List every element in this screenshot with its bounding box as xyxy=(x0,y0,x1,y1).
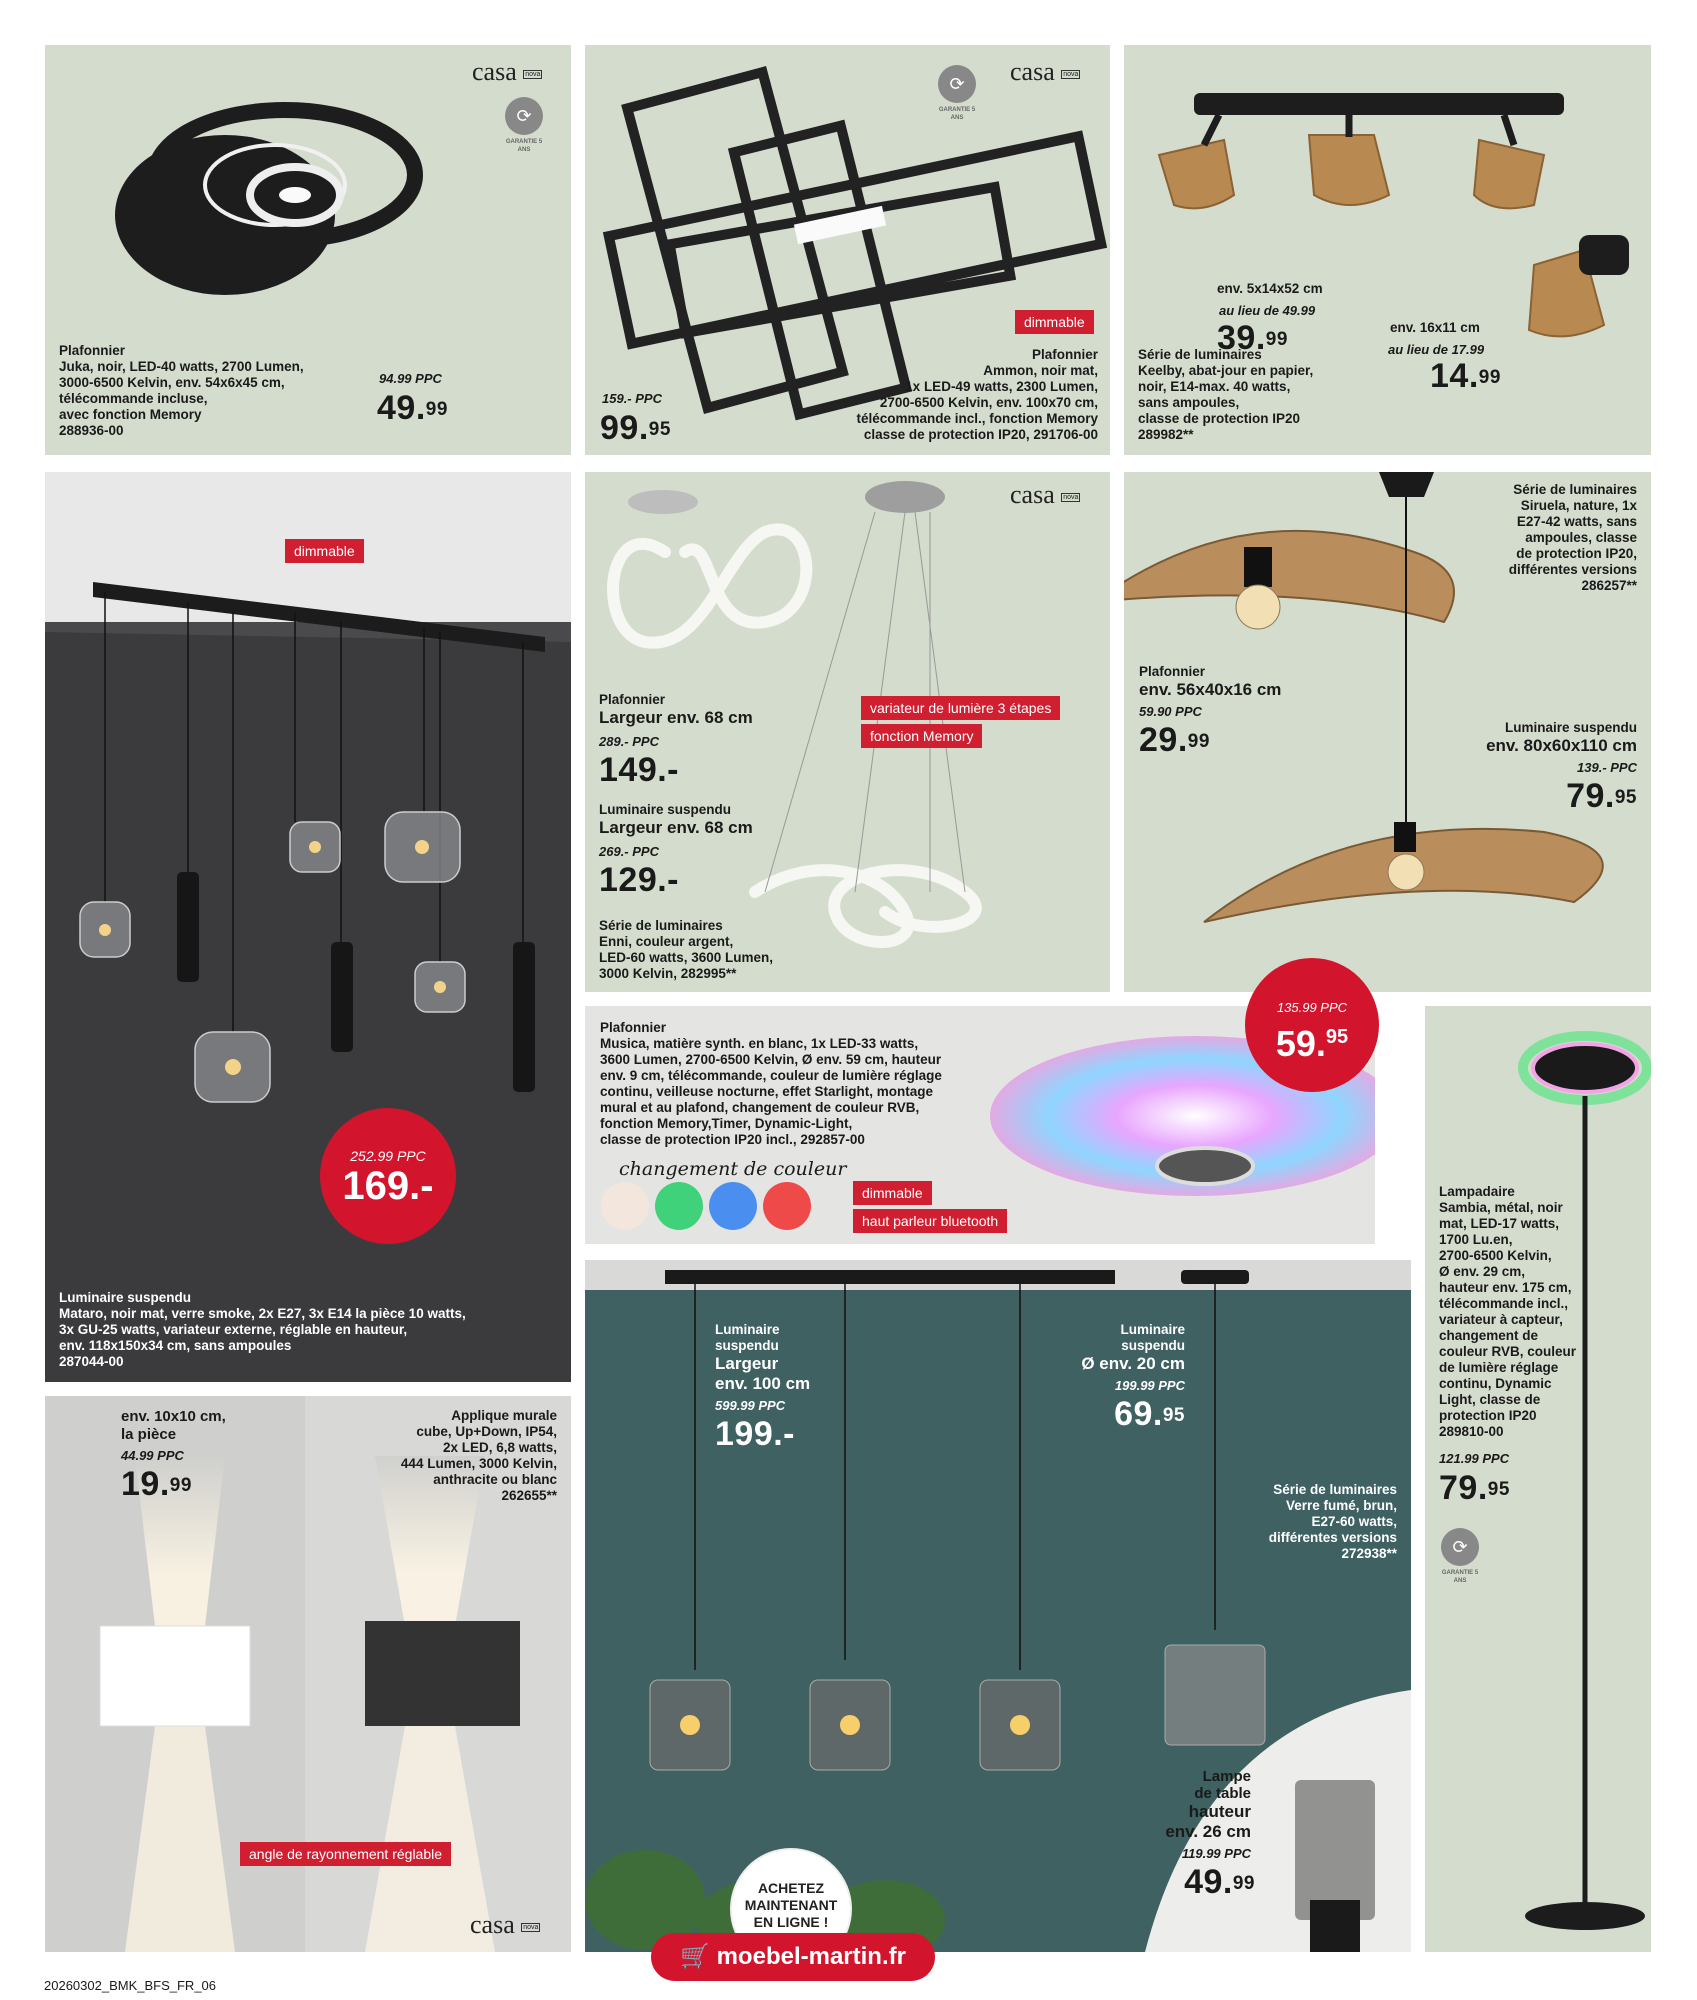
dimension-a: env. 56x40x16 cm xyxy=(1139,680,1282,699)
product-description: Série de luminaires Enni, couleur argent, LED-60 watts, 3600 Lumen, 3000 Kelvin, 282995** xyxy=(599,918,774,981)
dimension-a: Largeur env. 100 cm xyxy=(715,1354,811,1393)
feature-tag-dimmer: variateur de lumière 3 étapes xyxy=(861,696,1060,720)
old-price-a: 44.99 PPC xyxy=(121,1448,184,1463)
price: 99.95 xyxy=(600,409,671,447)
dimension-c: hauteur env. 26 cm xyxy=(1165,1802,1251,1841)
guarantee-badge: ⟳ GARANTIE 5 ANS xyxy=(938,65,976,122)
old-price-c: 119.99 PPC xyxy=(1181,1846,1251,1861)
price: 49.99 xyxy=(377,389,448,427)
price-b: 14.99 xyxy=(1430,357,1501,395)
feature-tag-dimmable: dimmable xyxy=(853,1181,932,1205)
dimension-b: Ø env. 20 cm xyxy=(1081,1354,1185,1373)
label-lampe: Lampe de table xyxy=(1194,1768,1251,1802)
label-suspendu-b: Luminaire suspendu xyxy=(1120,1322,1185,1353)
price-b: 79.95 xyxy=(1566,777,1637,815)
old-price-a: 59.90 PPC xyxy=(1139,704,1202,719)
product-description: Plafonnier Ammon, noir mat, 1x LED-49 watts, 2300 Lumen, 2700-6500 Kelvin, env. 100x70 cm, télécommande incl., fonction Memory classe de protection IP20, 291706-00 xyxy=(856,347,1098,442)
feature-tag: dimmable xyxy=(1015,310,1094,334)
price-circle: 252.99 PPC 169.- xyxy=(320,1108,456,1244)
product-description: Applique murale cube, Up+Down, IP54, 2x LED, 6,8 watts, 444 Lumen, 3000 Kelvin, anthracite ou blanc 262655** xyxy=(400,1408,557,1503)
old-price-b: au lieu de 17.99 xyxy=(1388,342,1485,357)
dimension-a: env. 5x14x52 cm xyxy=(1217,281,1323,296)
dimension-a: Largeur env. 68 cm xyxy=(599,708,753,727)
price-a: 19.99 xyxy=(121,1465,192,1503)
color-change-caption: changement de couleur xyxy=(619,1158,847,1180)
product-panel-sambia xyxy=(1425,1006,1651,1952)
old-price: 94.99 PPC xyxy=(379,371,442,386)
product-description: Luminaire suspendu Mataro, noir mat, verre smoke, 2x E27, 3x E14 la pièce 10 watts, 3x GU-25 watts, variateur externe, réglable en hauteur, env. 118x150x34 cm, sans ampoules 287044-00 xyxy=(59,1290,466,1369)
cart-icon: 🛒 xyxy=(680,1943,710,1970)
product-panel-enni xyxy=(585,472,1110,992)
label-plafonnier: Plafonnier xyxy=(1139,664,1206,679)
label-plafonnier: Plafonnier xyxy=(599,692,666,707)
old-price: 159.- PPC xyxy=(602,391,662,406)
buy-online-badge[interactable]: ACHETEZ MAINTENANT EN LIGNE ! xyxy=(730,1848,852,1970)
dimension-b: env. 16x11 cm xyxy=(1390,320,1480,335)
old-price-b: 139.- PPC xyxy=(1577,760,1637,775)
casa-logo: casa nova xyxy=(1010,57,1079,86)
led-lamp-image xyxy=(585,472,1110,992)
product-panel-mataro xyxy=(45,472,571,1382)
product-panel-ammon xyxy=(585,45,1110,455)
guarantee-badge: ⟳ GARANTIE 5 ANS xyxy=(1441,1528,1479,1585)
product-description: Plafonnier Musica, matière synth. en blanc, 1x LED-33 watts, 3600 Lumen, 2700-6500 Kelvin, Ø env. 59 cm, hauteur env. 9 cm, télécommande, couleur de lumière réglage continu, veilleuse nocturne, effet Starlight, montage mural et au plafond, changement de couleur RVB, fonction Memory,Timer, Dynamic-Light, classe de protection IP20 incl., 292857-00 xyxy=(600,1020,942,1147)
old-price-a: au lieu de 49.99 xyxy=(1219,303,1316,318)
pendant-scene-image xyxy=(585,1260,1411,1952)
product-description: Série de luminaires Verre fumé, brun, E27-60 watts, différentes versions 272938** xyxy=(1268,1482,1397,1561)
feature-tag-bluetooth: haut parleur bluetooth xyxy=(853,1209,1007,1233)
product-description: Lampadaire Sambia, métal, noir mat, LED-17 watts, 1700 Lu.en, 2700-6500 Kelvin, Ø env. 29 cm, hauteur env. 175 cm, télécommande incl., variateur à capteur, changement de couleur RVB, couleur de lumière réglage continu, Dynamic Light, classe de protection IP20 289810-00 xyxy=(1439,1184,1577,1439)
product-panel-smoked-glass xyxy=(585,1260,1411,1952)
feature-tag: dimmable xyxy=(285,539,364,563)
guarantee-icon: ⟳ xyxy=(505,97,543,135)
product-description: Plafonnier Juka, noir, LED-40 watts, 2700 Lumen, 3000-6500 Kelvin, env. 54x6x45 cm, télécommande incluse, avec fonction Memory 288936-00 xyxy=(59,343,304,438)
price-a: 29.99 xyxy=(1139,721,1210,759)
price-b: 69.95 xyxy=(1114,1395,1185,1433)
old-price: 121.99 PPC xyxy=(1439,1451,1510,1466)
pendant-lamp-image xyxy=(45,472,571,1382)
page-code: 20260302_BMK_BFS_FR_06 xyxy=(44,1978,217,1993)
label-suspendu-a: Luminaire suspendu xyxy=(715,1322,780,1353)
casa-logo: casa nova xyxy=(470,1910,539,1939)
guarantee-badge: ⟳ GARANTIE 5 ANS xyxy=(505,97,543,154)
product-description: Série de luminaires Siruela, nature, 1x E27-42 watts, sans ampoules, classe de protection IP20, différentes versions 286257** xyxy=(1508,482,1637,593)
product-panel-juka xyxy=(45,45,571,455)
price-c: 49.99 xyxy=(1184,1863,1255,1901)
price-b: 129.- xyxy=(599,861,679,899)
old-price-a: 289.- PPC xyxy=(599,734,659,749)
old-price-b: 199.99 PPC xyxy=(1114,1378,1185,1393)
product-description: Série de luminaires Keelby, abat-jour en papier, noir, E14-max. 40 watts, sans ampoules, classe de protection IP20 289982** xyxy=(1138,347,1314,442)
price-a: 199.- xyxy=(715,1415,795,1453)
feature-tag: angle de rayonnement réglable xyxy=(240,1842,451,1866)
product-panel-keelby xyxy=(1124,45,1651,455)
dimension-a: env. 10x10 cm, xyxy=(121,1408,226,1425)
dimension-a-unit: la pièce xyxy=(121,1426,177,1443)
dimension-b: Largeur env. 68 cm xyxy=(599,818,753,837)
old-price-a: 599.99 PPC xyxy=(715,1398,786,1413)
product-panel-wall-cube xyxy=(45,1396,571,1952)
old-price-b: 269.- PPC xyxy=(599,844,659,859)
dimension-b: env. 80x60x110 cm xyxy=(1486,736,1637,755)
guarantee-icon: ⟳ xyxy=(938,65,976,103)
casa-logo: casa nova xyxy=(1010,480,1079,509)
casa-logo: casa nova xyxy=(472,57,541,86)
label-suspendu: Luminaire suspendu xyxy=(599,802,732,817)
product-panel-siruela xyxy=(1124,472,1651,992)
shop-url-button[interactable]: 🛒 moebel-martin.fr xyxy=(651,1933,935,1981)
price: 79.95 xyxy=(1439,1469,1510,1507)
guarantee-icon: ⟳ xyxy=(1441,1528,1479,1566)
feature-tag-memory: fonction Memory xyxy=(861,724,982,748)
price-a: 149.- xyxy=(599,751,679,789)
price-a: 39.99 xyxy=(1217,319,1288,357)
price-circle-musica: 135.99 PPC 59.95 xyxy=(1245,958,1379,1092)
label-suspendu: Luminaire suspendu xyxy=(1504,720,1637,735)
